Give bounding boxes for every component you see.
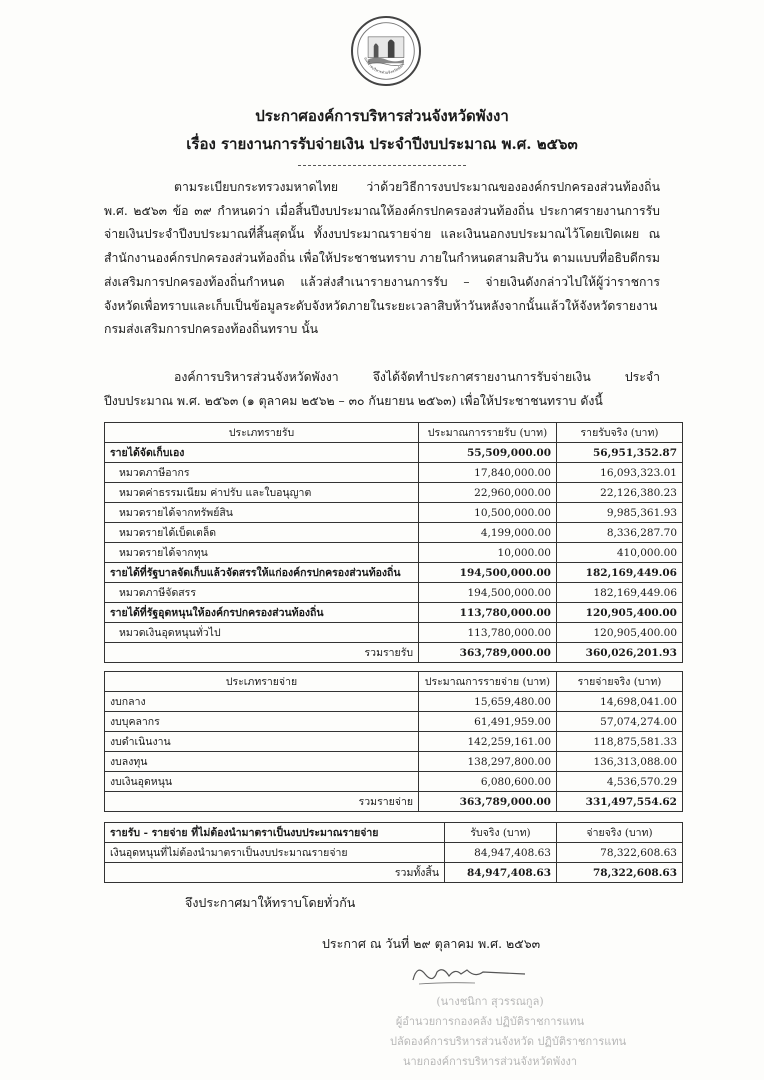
income-table [104,422,683,663]
table-row [105,503,683,523]
header-cell: จ่ายจริง (บาท) [557,823,683,843]
signature-scribble [405,958,535,988]
row-paid: 78,322,608.63 [557,843,683,863]
table-row [105,752,683,772]
total-label: รวมรายจ่าย [105,792,419,812]
signer-position-1: ผู้อำนวยการกองคลัง ปฏิบัติราชการแทน [395,1015,585,1028]
table-row [105,563,683,583]
row-label: รายได้ที่รัฐบาลจัดเก็บแล้วจัดสรรให้แก่องค์กรปกครองส่วนท้องถิ่น [105,563,419,583]
row-estimate: 138,297,800.00 [419,752,557,772]
header-cell: ประเภทรายรับ [105,423,419,443]
row-estimate: 194,500,000.00 [419,563,557,583]
header-cell: รับจริง (บาท) [445,823,557,843]
logo-caption: องค์การบริหารส่วนจังหวัดพังงา [363,56,406,75]
row-label: หมวดภาษีอากร [105,463,419,483]
total-row [105,792,683,812]
closing-statement: จึงประกาศมาให้ทราบโดยทั่วกัน [185,895,356,910]
total-row [105,863,683,883]
row-label: รายได้ที่รัฐอุดหนุนให้องค์กรปกครองส่วนท้องถิ่น [105,603,419,623]
row-estimate: 15,659,480.00 [419,692,557,712]
header-cell: ประมาณการรายจ่าย (บาท) [419,672,557,692]
table-header-row [105,672,683,692]
expense-table [104,671,683,812]
total-actual: 360,026,201.93 [557,643,683,663]
header-cell: ประเภทรายจ่าย [105,672,419,692]
row-estimate: 113,780,000.00 [419,623,557,643]
row-label: รายได้จัดเก็บเอง [105,443,419,463]
total-label: รวมรายรับ [105,643,419,663]
header-cell: รายรับจริง (บาท) [557,423,683,443]
row-actual: 56,951,352.87 [557,443,683,463]
total-label: รวมทั้งสิ้น [105,863,445,883]
total-estimate: 363,789,000.00 [419,792,557,812]
row-label: งบเงินอุดหนุน [105,772,419,792]
table-row [105,732,683,752]
row-estimate: 142,259,161.00 [419,732,557,752]
row-actual: 57,074,274.00 [557,712,683,732]
table-row [105,583,683,603]
table-row [105,603,683,623]
row-estimate: 61,491,959.00 [419,712,557,732]
table-row [105,443,683,463]
signer-position-2: ปลัดองค์การบริหารส่วนจังหวัด ปฏิบัติราชการแทน [390,1035,627,1048]
row-actual: 8,336,287.70 [557,523,683,543]
signer-position-3: นายกองค์การบริหารส่วนจังหวัดพังงา [402,1055,578,1068]
table-row [105,772,683,792]
row-label: หมวดค่าธรรมเนียม ค่าปรับ และใบอนุญาต [105,483,419,503]
announcement-date: ประกาศ ณ วันที่ ๒๙ ตุลาคม พ.ศ. ๒๕๖๓ [322,936,541,951]
row-estimate: 55,509,000.00 [419,443,557,463]
header-cell: รายจ่ายจริง (บาท) [557,672,683,692]
row-label: หมวดรายได้จากทุน [105,543,419,563]
row-actual: 14,698,041.00 [557,692,683,712]
table-row [105,523,683,543]
table-row [105,483,683,503]
row-label: งบดำเนินงาน [105,732,419,752]
row-label: งบบุคลากร [105,712,419,732]
org-seal-logo [351,16,421,86]
row-label: หมวดรายได้จากทรัพย์สิน [105,503,419,523]
row-label: งบกลาง [105,692,419,712]
title-line-1: ประกาศองค์การบริหารส่วนจังหวัดพังงา [255,107,509,125]
total-paid: 78,322,608.63 [557,863,683,883]
row-actual: 118,875,581.33 [557,732,683,752]
row-label: หมวดภาษีจัดสรร [105,583,419,603]
table-row [105,843,683,863]
table-row [105,623,683,643]
header-cell: ประมาณการรายรับ (บาท) [419,423,557,443]
table-header-row [105,823,683,843]
row-estimate: 6,080,600.00 [419,772,557,792]
row-received: 84,947,408.63 [445,843,557,863]
row-actual: 22,126,380.23 [557,483,683,503]
row-actual: 4,536,570.29 [557,772,683,792]
table-row [105,712,683,732]
title-divider [298,165,466,166]
total-row [105,643,683,663]
table-row [105,692,683,712]
row-actual: 16,093,323.01 [557,463,683,483]
table-row [105,543,683,563]
row-estimate: 194,500,000.00 [419,583,557,603]
total-received: 84,947,408.63 [445,863,557,883]
row-estimate: 17,840,000.00 [419,463,557,483]
row-label: หมวดรายได้เบ็ดเตล็ด [105,523,419,543]
row-actual: 410,000.00 [557,543,683,563]
row-actual: 9,985,361.93 [557,503,683,523]
row-actual: 120,905,400.00 [557,603,683,623]
row-estimate: 10,500,000.00 [419,503,557,523]
row-label: หมวดเงินอุดหนุนทั่วไป [105,623,419,643]
table-row [105,463,683,483]
header-cell: รายรับ - รายจ่าย ที่ไม่ต้องนำมาตราเป็นงบประมาณรายจ่าย [105,823,445,843]
signer-name: (นางชนิกา สุวรรณกูล) [436,995,544,1008]
row-estimate: 4,199,000.00 [419,523,557,543]
body-paragraph-2: องค์การบริหารส่วนจังหวัดพังงา จึงได้จัดทำประกาศรายงานการรับจ่ายเงิน ประจำปีงบประมาณ พ.ศ. ๒๕๖๓ (๑ ตุลาคม ๒๕๖๒ – ๓๐ กันยายน ๒๕๖๓) เพื่อให้ประชาชนทราบ ดังนี้ [104,370,660,408]
table-header-row [105,423,683,443]
non-budget-table [104,822,683,883]
row-actual: 182,169,449.06 [557,583,683,603]
row-label: งบลงทุน [105,752,419,772]
body-paragraph-1: ตามระเบียบกระทรวงมหาดไทย ว่าด้วยวิธีการงบประมาณขององค์กรปกครองส่วนท้องถิ่น พ.ศ. ๒๕๖๓ ข้อ ๓๙ กำหนดว่า เมื่อสิ้นปีงบประมาณให้องค์กรปกครองส่วนท้องถิ่น ประกาศรายงานการรับจ่ายเงินประจำปีงบประมาณที่สิ้นสุดนั้น ทั้งงบประมาณรายจ่าย และเงินนอกงบประมาณไว้โดยเปิดเผย ณ สำนักงานองค์กรปกครองส่วนท้องถิ่น เพื่อให้ประชาชนทราบ ภายในกำหนดสามสิบวัน ตามแบบที่อธิบดีกรมส่งเสริมการปกครองท้องถิ่นกำหนด แล้วส่งสำเนารายงานการรับ – จ่ายเงินดังกล่าวไปให้ผู้ว่าราชการจังหวัดเพื่อทราบและเก็บเป็นข้อมูลระดับจังหวัดภายในระยะเวลาสิบห้าวันหลังจากนั้นแล้วให้จังหวัดรายงานกรมส่งเสริมการปกครองท้องถิ่นทราบ นั้น [104,180,660,337]
row-label: เงินอุดหนุนที่ไม่ต้องนำมาตราเป็นงบประมาณรายจ่าย [105,843,445,863]
row-estimate: 22,960,000.00 [419,483,557,503]
title-line-2: เรื่อง รายงานการรับจ่ายเงิน ประจำปีงบประมาณ พ.ศ. ๒๕๖๓ [186,135,578,153]
row-actual: 136,313,088.00 [557,752,683,772]
row-actual: 182,169,449.06 [557,563,683,583]
total-actual: 331,497,554.62 [557,792,683,812]
row-estimate: 113,780,000.00 [419,603,557,623]
row-actual: 120,905,400.00 [557,623,683,643]
total-estimate: 363,789,000.00 [419,643,557,663]
row-estimate: 10,000.00 [419,543,557,563]
